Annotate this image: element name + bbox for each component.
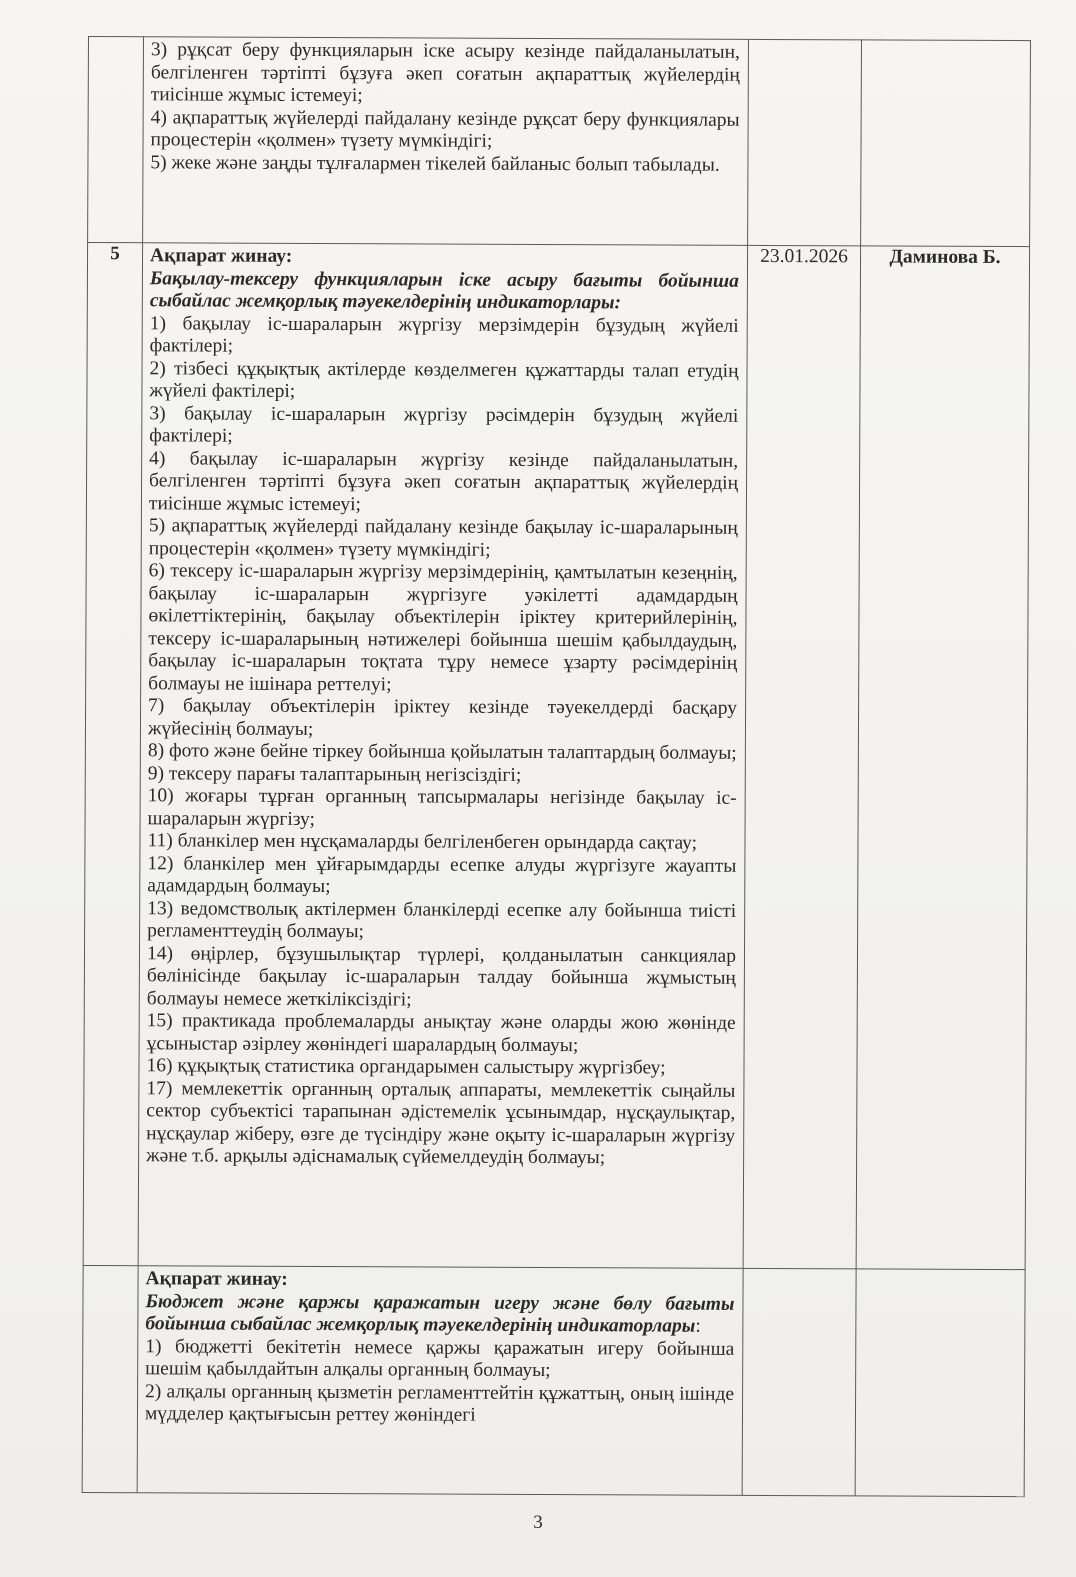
list-item: 1) бақылау іс-шараларын жүргізу мерзімдерін бұзудың жүйелі фактілері; xyxy=(149,312,739,357)
date-cell: 23.01.2026 xyxy=(743,245,860,1268)
list-item: 15) практикада проблемаларды анықтау және оларды жою жөнінде ұсыныстар әзірлеу жөніндегі шаралардың болмауы; xyxy=(146,1010,736,1056)
section-subheading: Бюджет және қаржы қаражатын игеру және бөлу бағыты бойынша сыбайлас жемқорлық тәуекелдерінің индикаторлары xyxy=(145,1290,735,1337)
list-item: 3) бақылау іс-шараларын жүргізу рәсімдерін бұзудың жүйелі фактілері; xyxy=(149,402,739,447)
responsible-cell: Даминова Б. xyxy=(856,246,1029,1270)
row-number-cell xyxy=(88,37,144,243)
subheading-colon: : xyxy=(695,1315,701,1337)
list-item: 3) рұқсат беру функцияларын іске асыру кезінде пайдаланылатын, белгіленген тәртіпті бұзуға әкеп соғатын ақпараттық жүйелердің тиісінше жұмыс істемеуі; xyxy=(150,39,740,107)
list-item: 13) ведомстволық актілермен бланкілерді есепке алу бойынша тиісті регламенттеудің болмауы; xyxy=(147,897,737,943)
list-item: 16) құқықтық статистика органдарымен салыстыру жүргізбеу; xyxy=(146,1055,666,1079)
measure-cell xyxy=(143,37,749,246)
measure-text xyxy=(139,243,747,1172)
plan-table xyxy=(82,36,1031,1497)
measure-text xyxy=(143,37,748,179)
measure-cell xyxy=(138,243,747,1269)
list-item: 2) тізбесі құқықтық актілерде көзделмеген құжаттарды талап етудің жүйелі фактілері; xyxy=(149,357,739,402)
responsible-cell xyxy=(855,1269,1025,1497)
section-subheading-line xyxy=(145,1291,734,1339)
list-item: 8) фото және бейне тіркеу бойынша қойылатын талаптардың болмауы; xyxy=(147,740,737,764)
responsible-cell xyxy=(861,40,1031,247)
table-row xyxy=(82,1265,1025,1496)
section-heading: Ақпарат жинау: xyxy=(145,1268,288,1290)
list-item: 5) ақпараттық жүйелерді пайдалану кезінде бақылау іс-шараларының процестерін «қолмен» түзету мүмкіндігі; xyxy=(148,515,738,561)
list-item: 7) бақылау объектілерін іріктеу кезінде тәуекелдерді басқару жүйесінің болмауы; xyxy=(147,695,738,740)
measure-cell xyxy=(137,1266,743,1496)
list-item: 12) бланкілер мен ұйғарымдарды есепке алуды жүргізуге жауапты адамдардың болмауы; xyxy=(147,852,737,898)
page-number: 3 xyxy=(533,1512,543,1533)
list-item: 4) бақылау іс-шараларын жүргізу кезінде пайдаланылатын, белгіленген тәртіпті бұзуға әкеп соғатын ақпараттық жүйелердің тиісінше жұмыс істемеуі; xyxy=(148,447,739,515)
list-item: 17) мемлекеттік органның орталық аппараты, мемлекеттік сыңайлы сектор субъектісі тарапынан әдістемелік ұсынымдар, нұсқаулықтар, нұсқаулар жіберу, өзге де түсіндіру және оқыту іс-шараларын жүргізу және т.б. арқылы әдіснамалық сүйемелдеудің болмауы; xyxy=(146,1077,736,1169)
list-item: 14) өңірлер, бұзушылықтар түрлері, қолданылатын санкциялар бөлінісінде бақылау іс-шараларын талдау бойынша жұмыстың болмауы немесе жеткіліксіздігі; xyxy=(146,942,737,1010)
list-item: 5) жеке және заңды тұлғалармен тікелей байланыс болып табылады. xyxy=(150,151,720,176)
list-item: 4) ақпараттық жүйелерді пайдалану кезінде рұқсат беру функциялары процестерін «қолмен» түзету мүмкіндігі; xyxy=(150,106,740,152)
section-heading: Ақпарат жинау: xyxy=(149,245,293,267)
date-cell xyxy=(742,1268,856,1495)
table-row xyxy=(83,243,1029,1270)
section-subheading: Бақылау-тексеру функцияларын іске асыру бағыты бойынша сыбайлас жемқорлық тәуекелдерінің индикаторлары: xyxy=(149,267,739,314)
list-item: 1) бюджетті бекітетін немесе қаржы қаражатын игеру бойынша шешім қабылдайтын алқалы органның болмауы; xyxy=(145,1335,735,1382)
list-item: 11) бланкілер мен нұсқамаларды белгіленбеген орындарда сақтау; xyxy=(147,830,698,854)
list-item: 2) алқалы органның қызметін регламенттейтін құжаттың, оның ішінде мүдделер қақтығысын реттеу жөніндегі xyxy=(144,1380,735,1426)
row-number-cell: 5 xyxy=(83,243,142,1266)
table-row xyxy=(88,37,1031,247)
row-number-cell xyxy=(82,1265,138,1492)
measure-text xyxy=(138,1266,743,1430)
list-item: 9) тексеру парағы талаптарының негізсіздігі; xyxy=(147,762,522,786)
list-item: 6) тексеру іс-шараларын жүргізу мерзімдерінің, қамтылатын кезеңнің, бақылау іс-шараларын жүргізуге уәкілетті адамдардың өкілеттіктерінің, бақылау объектілерін іріктеу критерийлерінің, тексеру іс-шараларының нәтижелері бойынша шешім қабылдаудың, бақылау іс-шараларын тоқтата тұру немесе ұзарту рәсімдерінің болмауы не ішінара реттелуі; xyxy=(148,560,738,695)
list-item: 10) жоғары тұрған органның тапсырмалары негізінде бақылау іс-шараларын жүргізу; xyxy=(147,785,737,830)
date-cell xyxy=(748,39,862,245)
